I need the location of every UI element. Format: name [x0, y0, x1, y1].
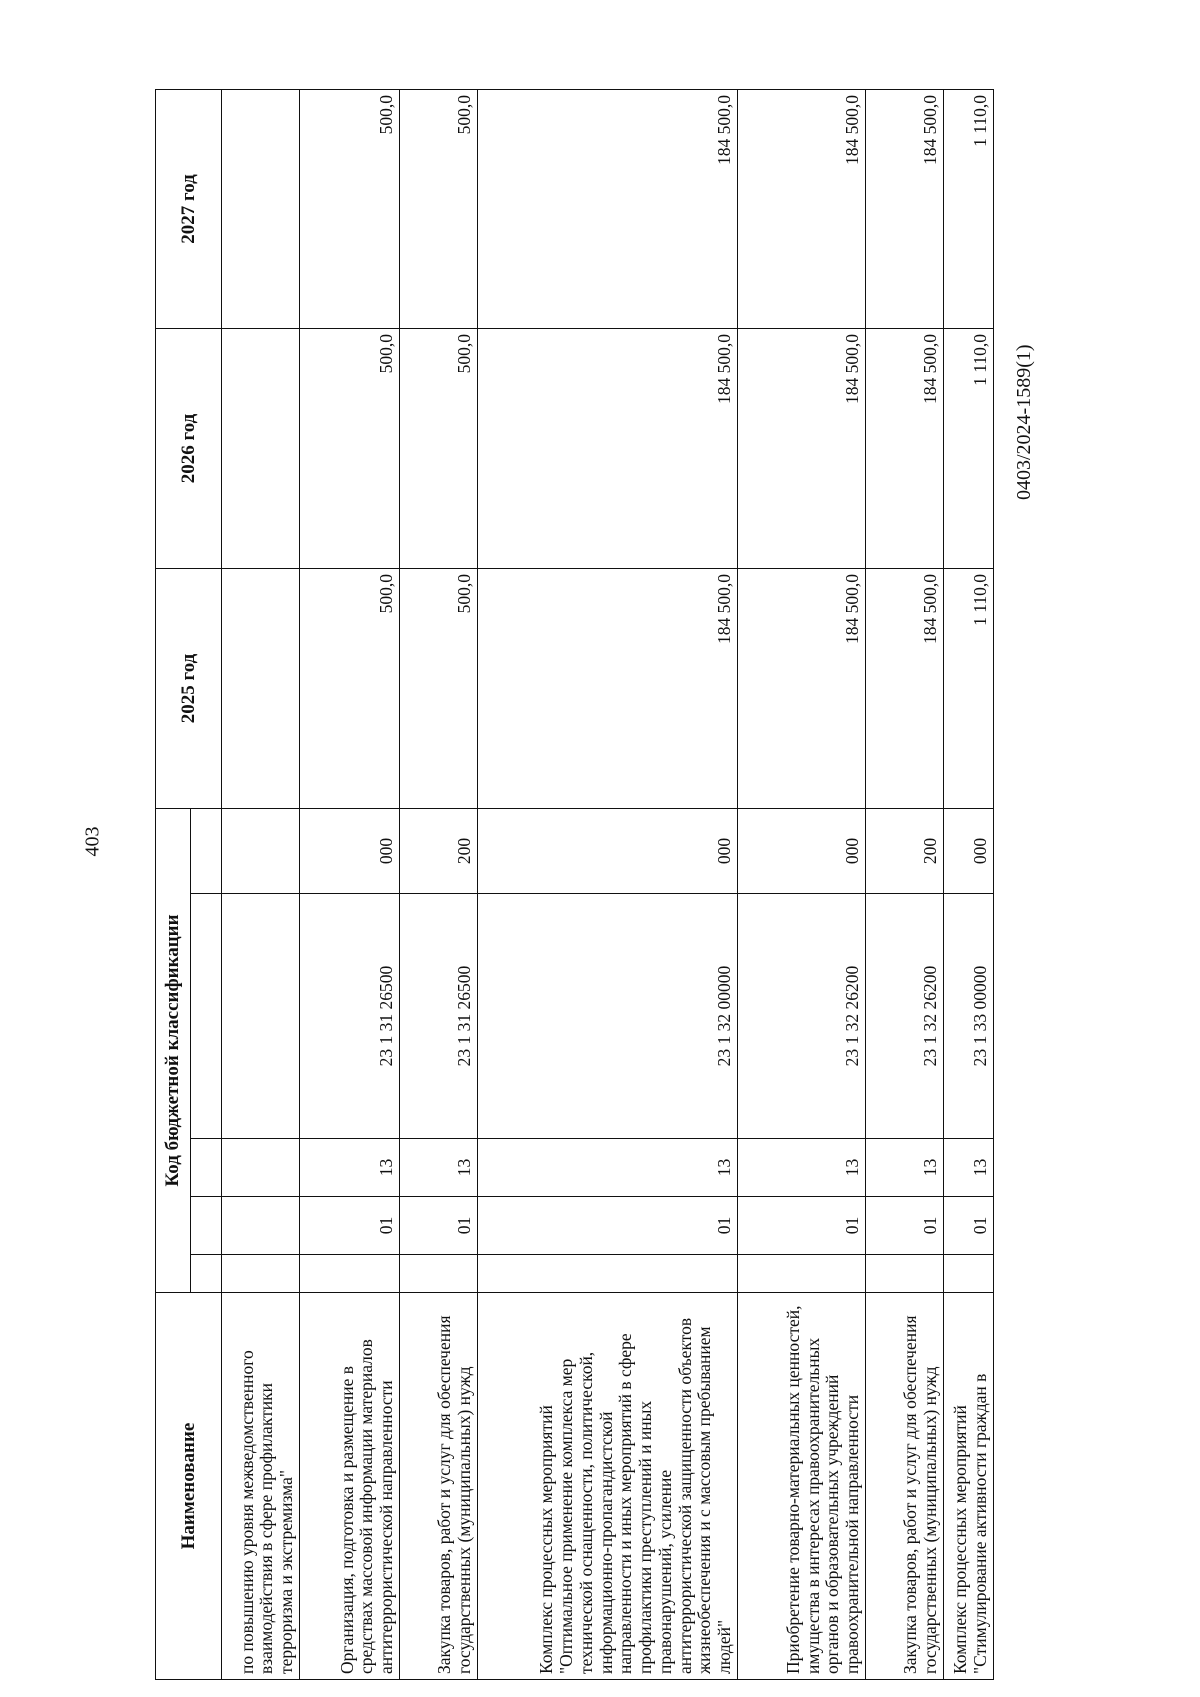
- row-2026: 500,0: [400, 328, 478, 568]
- row-name: Закупка товаров, работ и услуг для обеспечения государственных (муниципальных) нужд: [400, 1293, 478, 1680]
- code-subcol-2: [191, 1197, 222, 1255]
- table-row: [400, 89, 478, 1679]
- row-2025: 184 500,0: [738, 568, 866, 808]
- row-code-3: 13: [300, 1139, 400, 1197]
- budget-table-container: [155, 90, 991, 1680]
- row-code-3: 13: [478, 1139, 738, 1197]
- document-code-text: 0403/2024-1589(1): [1013, 344, 1035, 500]
- row-code-4: 23 1 31 26500: [300, 894, 400, 1139]
- row-code-2: 01: [300, 1197, 400, 1255]
- table-row: [300, 89, 400, 1679]
- row-code-4: 23 1 33 00000: [944, 894, 994, 1139]
- budget-table: [155, 89, 994, 1680]
- row-code-2: [222, 1197, 300, 1255]
- row-2026: 184 500,0: [866, 328, 944, 568]
- row-code-2: 01: [400, 1197, 478, 1255]
- row-name: Комплекс процессных мероприятий "Стимулирование активности граждан в: [944, 1293, 994, 1680]
- header-2026: 2026 год: [156, 328, 222, 568]
- row-code-3: 13: [944, 1139, 994, 1197]
- row-name: Организация, подготовка и размещение в средствах массовой информации материалов антитеррористической направленности: [300, 1293, 400, 1680]
- row-code-5: 000: [944, 808, 994, 893]
- row-2026: 500,0: [300, 328, 400, 568]
- header-2027: 2027 год: [156, 89, 222, 328]
- row-2027: 500,0: [300, 89, 400, 328]
- row-code-4: 23 1 31 26500: [400, 894, 478, 1139]
- table-row: [738, 89, 866, 1679]
- row-code-2: 01: [866, 1197, 944, 1255]
- row-code-5: [222, 808, 300, 893]
- table-row: [944, 89, 994, 1679]
- row-code-1: [300, 1255, 400, 1293]
- header-2025: 2025 год: [156, 568, 222, 808]
- code-subcol-4: [191, 894, 222, 1139]
- row-code-3: [222, 1139, 300, 1197]
- row-code-2: 01: [478, 1197, 738, 1255]
- row-name: по повышению уровня межведомственного взаимодействия в сфере профилактики терроризма и экстремизма": [222, 1293, 300, 1680]
- row-name: Приобретение товарно-материальных ценностей, имущества в интересах правоохранительных органов и образовательных учреждений правоохранительной направленности: [738, 1293, 866, 1680]
- row-code-3: 13: [738, 1139, 866, 1197]
- row-code-5: 000: [738, 808, 866, 893]
- row-2026: 184 500,0: [738, 328, 866, 568]
- table-row: [478, 89, 738, 1679]
- row-code-3: 13: [400, 1139, 478, 1197]
- row-2027: 500,0: [400, 89, 478, 328]
- row-2025: 500,0: [400, 568, 478, 808]
- row-2027: 184 500,0: [738, 89, 866, 328]
- row-2027: 184 500,0: [866, 89, 944, 328]
- row-code-1: [222, 1255, 300, 1293]
- row-2026: 184 500,0: [478, 328, 738, 568]
- row-name: Закупка товаров, работ и услуг для обеспечения государственных (муниципальных) нужд: [866, 1293, 944, 1680]
- row-2025: 184 500,0: [478, 568, 738, 808]
- header-name: Наименование: [156, 1293, 222, 1680]
- code-subcol-3: [191, 1139, 222, 1197]
- row-2027: 1 110,0: [944, 89, 994, 328]
- row-code-4: 23 1 32 26200: [738, 894, 866, 1139]
- row-code-1: [400, 1255, 478, 1293]
- row-code-5: 200: [866, 808, 944, 893]
- row-code-4: [222, 894, 300, 1139]
- row-2025: 1 110,0: [944, 568, 994, 808]
- row-code-1: [944, 1255, 994, 1293]
- header-code: Код бюджетной классификации: [156, 808, 191, 1292]
- document-code: [1010, 160, 1038, 500]
- row-2025: [222, 568, 300, 808]
- row-2026: [222, 328, 300, 568]
- row-code-5: 000: [478, 808, 738, 893]
- row-2027: 184 500,0: [478, 89, 738, 328]
- row-name: Комплекс процессных мероприятий "Оптимальное применение комплекса мер технической оснащенности, политической, информационно-пропагандистской направленности и иных мероприятий в сфере профилактики преступлений и иных правонарушений, усиление антитеррористической защищенности объектов жизнеобеспечения и с массовым пребыванием людей": [478, 1293, 738, 1680]
- page-number: 403: [81, 826, 104, 857]
- table-header-row: [156, 89, 191, 1679]
- row-code-5: 200: [400, 808, 478, 893]
- row-code-1: [866, 1255, 944, 1293]
- row-code-3: 13: [866, 1139, 944, 1197]
- row-code-2: 01: [738, 1197, 866, 1255]
- table-row: [222, 89, 300, 1679]
- row-2025: 500,0: [300, 568, 400, 808]
- row-2025: 184 500,0: [866, 568, 944, 808]
- row-code-5: 000: [300, 808, 400, 893]
- row-2027: [222, 89, 300, 328]
- row-code-2: 01: [944, 1197, 994, 1255]
- code-subcol-1: [191, 1255, 222, 1293]
- row-code-1: [478, 1255, 738, 1293]
- row-code-4: 23 1 32 26200: [866, 894, 944, 1139]
- table-row: [866, 89, 944, 1679]
- row-2026: 1 110,0: [944, 328, 994, 568]
- code-subcol-5: [191, 808, 222, 893]
- row-code-4: 23 1 32 00000: [478, 894, 738, 1139]
- row-code-1: [738, 1255, 866, 1293]
